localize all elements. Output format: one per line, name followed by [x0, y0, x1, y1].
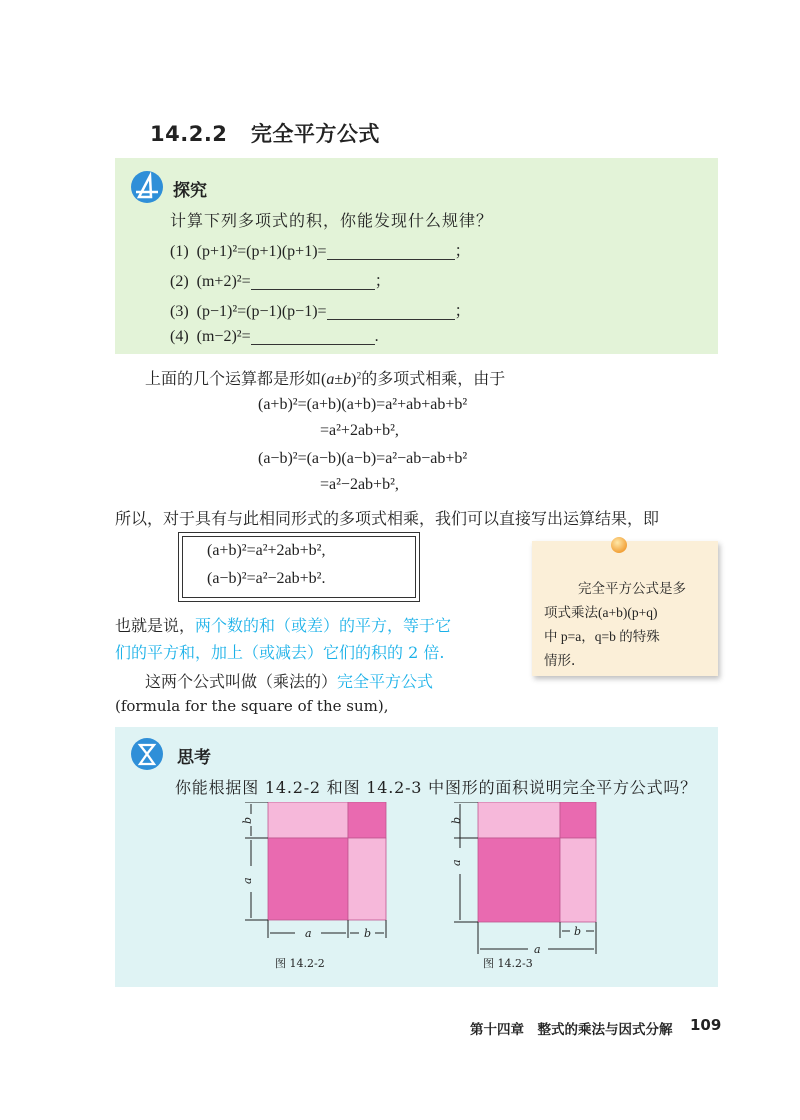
pin-icon: [611, 537, 627, 553]
rule-line-1: 也就是说，两个数的和（或差）的平方，等于它: [115, 616, 452, 635]
explore-item-1: (1) (p+1)²=(p+1)(p+1)= ；: [170, 243, 471, 260]
rule-line-2: 们的平方和，加上（或减去）它们的积的 2 倍.: [115, 643, 445, 662]
fig1-caption: 图 14.2-2: [275, 957, 325, 970]
called-text: 这两个公式叫做（乘法的）完全平方公式: [145, 672, 434, 691]
side-note-card: [532, 541, 718, 676]
section-number: 14.2.2: [150, 122, 228, 146]
fig1-dim-b-bottom: b: [364, 927, 372, 940]
note-line-4: 情形.: [544, 653, 576, 669]
derivation-line-1: (a+b)²=(a+b)(a+b)=a²+ab+ab+b²: [258, 396, 468, 413]
footer-chapter: 第十四章 整式的乘法与因式分解: [470, 1022, 673, 1038]
think-box: [115, 727, 718, 987]
note-line-3: 中 p=a，q=b 的特殊: [544, 629, 660, 644]
explore-item-2: (2) (m+2)²= ；: [170, 273, 391, 290]
fig2-dim-a-bottom: a: [534, 943, 541, 956]
derivation-line-2: =a²+2ab+b²,: [320, 422, 399, 439]
fig1-dim-b: b: [241, 816, 254, 824]
figure-14-2-3: [440, 802, 640, 982]
intro-text: 上面的几个运算都是形如$(a\pm b)^2$的多项式相乘，由于: [145, 369, 506, 388]
fig2-dim-b-bottom: b: [574, 925, 582, 938]
explore-heading: 探究: [173, 181, 207, 201]
note-line-1: 完全平方公式是多: [578, 581, 686, 597]
english-term: (formula for the square of the sum),: [115, 697, 389, 715]
think-icon: [130, 737, 164, 771]
derivation-line-4: =a²−2ab+b²,: [320, 476, 399, 493]
section-heading: 完全平方公式: [250, 122, 380, 146]
fig1-dim-a: a: [241, 877, 254, 884]
explore-box: [115, 158, 718, 354]
figure-14-2-2: [235, 802, 435, 982]
explore-prompt: 计算下列多项式的积，你能发现什么规律？: [170, 211, 494, 230]
explore-icon: [130, 170, 164, 204]
explore-item-4: (4) (m−2)²= .: [170, 328, 379, 345]
formula-sum: (a+b)²=a²+2ab+b²,: [207, 542, 326, 559]
derivation-line-3: (a−b)²=(a−b)(a−b)=a²−ab−ab+b²: [258, 450, 468, 467]
explore-item-3: (3) (p−1)²=(p−1)(p−1)= ；: [170, 303, 471, 320]
formula-diff: (a−b)²=a²−2ab+b².: [207, 570, 326, 587]
therefore-text: 所以，对于具有与此相同形式的多项式相乘，我们可以直接写出运算结果，即: [115, 509, 660, 528]
page-number: 109: [690, 1016, 722, 1034]
fig2-dim-b: b: [450, 816, 463, 824]
think-heading: 思考: [177, 748, 211, 768]
fig2-caption: 图 14.2-3: [483, 957, 533, 970]
note-line-2: 项式乘法(a+b)(p+q): [544, 605, 658, 620]
think-prompt: 你能根据图 14.2-2 和图 14.2-3 中图形的面积说明完全平方公式吗？: [175, 778, 697, 797]
fig2-dim-a: a: [450, 859, 463, 866]
section-title: [150, 118, 380, 148]
fig1-dim-a-bottom: a: [305, 927, 312, 940]
formula-box: [178, 532, 420, 602]
